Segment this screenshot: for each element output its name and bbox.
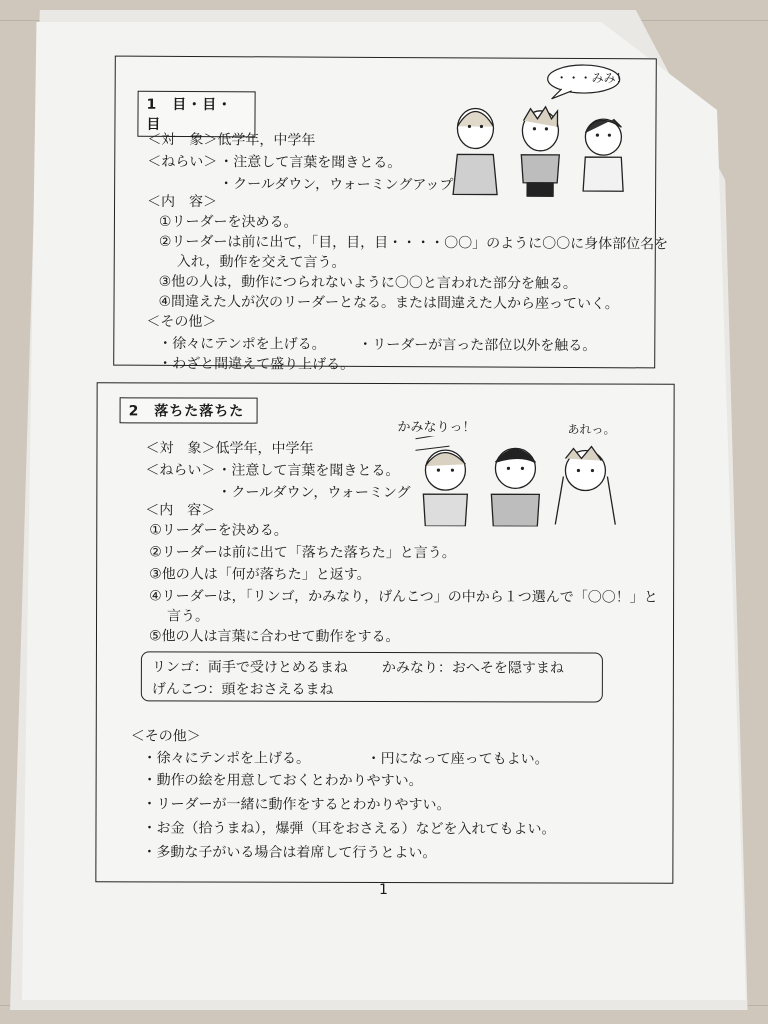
step-item: ⑤他の人は言葉に合わせて動作をする。 (148, 628, 400, 646)
reference-item: げんこつ：頭をおさえるまね (151, 681, 334, 698)
aim-label: ＜ねらい＞ (145, 462, 216, 479)
other-item: ・リーダーが言った部位以外を触る。 (358, 336, 597, 355)
speech-text: ・・・みみ！ (555, 70, 628, 86)
aim-label: ＜ねらい＞ (147, 153, 218, 171)
target-value: 低学年，中学年 (217, 132, 316, 149)
target-label: ＜対 象＞ (145, 440, 216, 457)
aim-item: ・注意して言葉を聞きとる。 (219, 154, 402, 172)
content-label: ＜内 容＞ (147, 193, 218, 211)
action-reference-box (141, 651, 603, 702)
other-item: ・多動な子がいる場合は着席して行うとよい。 (142, 844, 437, 862)
children-touching-face-illustration (445, 96, 646, 197)
step-item: ①リーダーを決める。 (158, 213, 298, 231)
step-item: ②リーダーは前に出て「落ちた落ちた」と言う。 (149, 544, 456, 562)
aim-item: ・クールダウン，ウォーミングアップ (219, 176, 454, 194)
other-item: ・円になって座ってもよい。 (366, 750, 549, 768)
reference-item: かみなり：おへそを隠すまね (381, 659, 564, 677)
children-reacting-illustration (415, 436, 625, 527)
step-item: ④リーダーは，「リンゴ，かみなり，げんこつ」の中から１つ選んで「〇〇！」と (149, 588, 658, 606)
step-item: 言う。 (167, 608, 210, 625)
target-value: 低学年，中学年 (215, 440, 314, 457)
other-item: ・リーダーが一緒に動作をするとわかりやすい。 (142, 796, 451, 814)
aim-item: ・クールダウン，ウォーミング (217, 484, 411, 502)
step-item: ④間違えた人が次のリーダーとなる。または間違えた人から座っていく。 (158, 293, 619, 313)
other-item: ・徐々にテンポを上げる。 (142, 750, 311, 767)
other-item: ・わざと間違えて盛り上げる。 (158, 355, 355, 373)
other-item: ・徐々にテンポを上げる。 (158, 335, 326, 353)
other-item: ・お金（拾うまね），爆弾（耳をおさえる）などを入れてもよい。 (142, 820, 556, 838)
step-item: ②リーダーは前に出て，「目，目，目・・・・〇〇」のように〇〇に身体部位名を (158, 233, 669, 253)
section-title: 2 落ちた落ちた (120, 397, 258, 423)
activity-section-2 (95, 382, 674, 884)
step-item: 入れ，動作を交えて言う。 (176, 253, 346, 271)
step-item: ①リーダーを決める。 (149, 522, 288, 539)
aim-item: ・注意して言葉を聞きとる。 (217, 462, 400, 480)
other-label: ＜その他＞ (130, 728, 201, 745)
other-label: ＜その他＞ (146, 313, 217, 331)
speech-text: あれっ。 (567, 422, 616, 437)
page-number: 1 (379, 882, 388, 898)
reference-item: リンゴ：両手で受けとめるまね (151, 659, 348, 676)
other-item: ・動作の絵を用意しておくとわかりやすい。 (142, 772, 423, 790)
step-item: ③他の人は，動作につられないように〇〇と言われた部分を触る。 (158, 273, 577, 293)
step-item: ③他の人は「何が落ちた」と返す。 (149, 566, 371, 583)
target-label: ＜対 象＞ (147, 131, 218, 149)
section-title: 1 目・目・目 (137, 91, 255, 138)
activity-section-1 (113, 56, 669, 373)
speech-text: かみなりっ！ (397, 420, 476, 436)
content-label: ＜内 容＞ (145, 502, 216, 519)
